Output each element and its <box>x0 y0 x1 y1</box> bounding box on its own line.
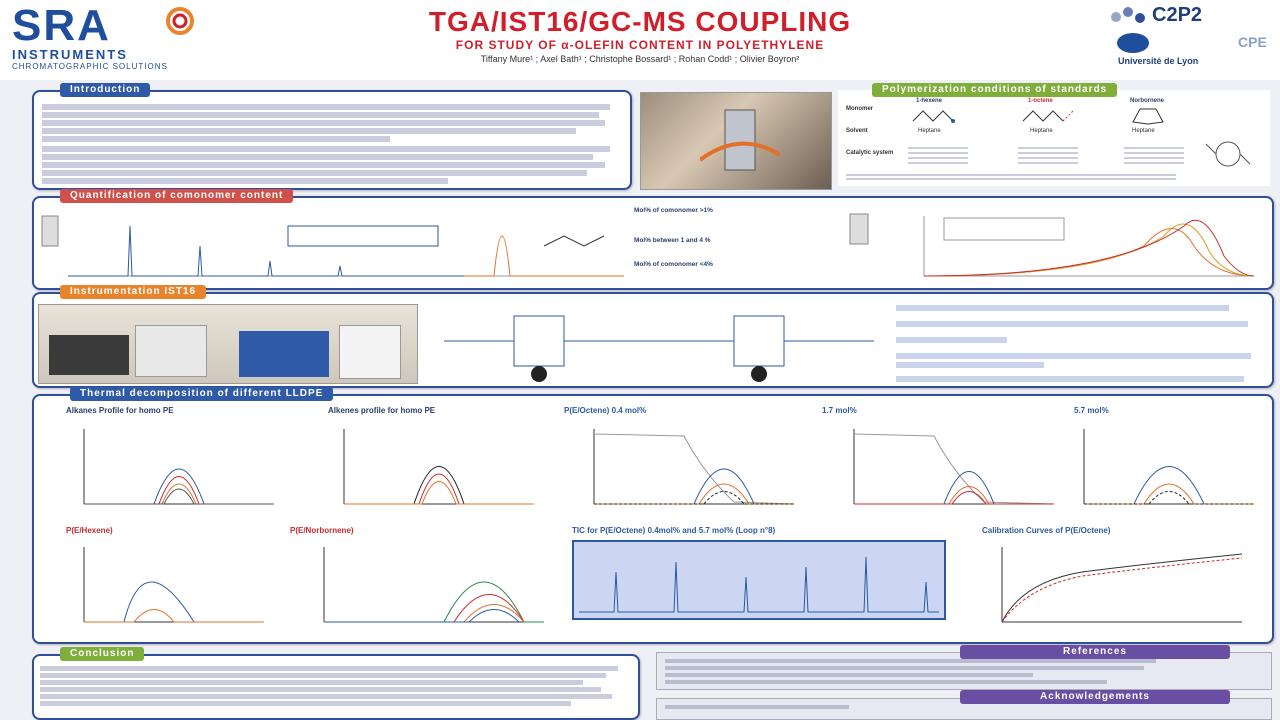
chart-hexene <box>54 542 274 632</box>
conclusion-heading: Conclusion <box>60 647 144 661</box>
poster-authors: Tiffany Mure¹ ; Axel Bath¹ ; Christophe Bossard¹ ; Rohan Codd¹ ; Olivier Boyron² <box>480 54 800 64</box>
col-hexene: 1-hexene <box>916 98 943 104</box>
cnrs-logo-icon <box>1116 32 1150 54</box>
conclusion-text <box>40 664 630 708</box>
catalyst-norbornene <box>1124 144 1184 164</box>
norbornene-structure-icon <box>1128 104 1168 126</box>
instrumentation-heading: Instrumentation IST16 <box>60 285 206 299</box>
chart-octene-57 <box>1074 424 1264 514</box>
solvent-norbornene: Heptane <box>1132 128 1155 134</box>
panel-title-alkenes: Alkenes profile for homo PE <box>328 406 436 415</box>
poster-subtitle: FOR STUDY OF α-OLEFIN CONTENT IN POLYETHYLENE <box>455 38 825 52</box>
acknowledgements-heading: Acknowledgements <box>960 690 1230 704</box>
panel-title-calibration: Calibration Curves of P(E/Octene) <box>982 526 1111 535</box>
col-norbornene: Norbornene <box>1130 98 1165 104</box>
c2p2-molecule-icon <box>1108 4 1148 30</box>
c2p2-logo: C2P2 <box>1152 4 1203 26</box>
row-label-monomer: Monomer <box>846 106 873 112</box>
solvent-hexene: Heptane <box>918 128 941 134</box>
logo-main-text: SRA <box>12 1 111 50</box>
poster-title: TGA/IST16/GC-MS COUPLING <box>428 6 852 37</box>
chart-octene-04 <box>564 424 814 514</box>
logo-tagline: CHROMATOGRAPHIC SOLUTIONS <box>12 62 168 71</box>
hexene-structure-icon <box>908 106 968 126</box>
panel-title-octene-57: 5.7 mol% <box>1074 406 1109 415</box>
solvent-octene: Heptane <box>1030 128 1053 134</box>
tic-trace <box>574 542 944 618</box>
logo-sub-text: INSTRUMENTS <box>12 47 128 62</box>
instrument-detail-icon <box>700 100 780 180</box>
panel-title-octene-17: 1.7 mol% <box>822 406 857 415</box>
thermal-panel <box>32 394 1274 644</box>
tga-curves-chart <box>844 206 1264 284</box>
ist16-valve-diagram <box>444 296 884 384</box>
row-label-catalyst: Catalytic system <box>846 150 894 156</box>
quant-note-3: Mol% of comonomer <4% <box>634 261 713 268</box>
intro-heading: Introduction <box>60 83 150 97</box>
chart-calibration <box>982 542 1252 632</box>
chart-norbornene <box>294 542 554 632</box>
panel-title-hexene: P(E/Hexene) <box>66 526 113 535</box>
catalyst-octene <box>1018 144 1078 164</box>
intro-panel <box>32 90 632 190</box>
chart-alkanes-homo-pe <box>54 424 294 514</box>
polymerization-heading: Polymerization conditions of standards <box>872 83 1117 97</box>
instrumentation-bullets <box>896 302 1266 385</box>
chart-alkenes-homo-pe <box>314 424 554 514</box>
universite-logo: Université de Lyon <box>1118 56 1199 66</box>
conclusion-panel <box>32 654 640 720</box>
panel-title-alkanes: Alkanes Profile for homo PE <box>66 406 174 415</box>
nmr-spectrum-peak <box>454 206 634 284</box>
catalyst-hexene <box>908 144 968 164</box>
partner-logos <box>1108 4 1274 74</box>
panel-title-norbornene: P(E/Norbornene) <box>290 526 354 535</box>
cpe-logo: CPE <box>1238 34 1267 50</box>
intro-text <box>42 102 622 184</box>
ist16-photo <box>38 304 418 384</box>
row-label-solvent: Solvent <box>846 128 868 134</box>
chart-octene-17 <box>824 424 1074 514</box>
quant-note-2: Mol% between 1 and 4 % <box>634 237 711 244</box>
references-heading: References <box>960 645 1230 659</box>
quantification-panel <box>32 196 1274 290</box>
col-octene: 1-octene <box>1028 98 1053 104</box>
polymerization-footnote <box>846 172 1176 180</box>
quantification-heading: Quantification of comonomer content <box>60 189 293 203</box>
sra-logo-swoosh-icon <box>160 6 200 36</box>
panel-title-octene-04: P(E/Octene) 0.4 mol% <box>564 406 647 415</box>
thermal-heading: Thermal decomposition of different LLDPE <box>70 387 333 401</box>
instrumentation-panel <box>32 292 1274 388</box>
tic-chromatogram <box>572 540 946 620</box>
polymerization-panel <box>838 90 1270 186</box>
octene-structure-icon <box>1018 106 1078 126</box>
catalyst-complex-icon <box>1198 134 1258 174</box>
nmr-spectrum-left <box>38 206 478 284</box>
panel-title-tic: TIC for P(E/Octene) 0.4mol% and 5.7 mol% (Loop n°8) <box>572 526 776 535</box>
quant-note-1: Mol% of comonomer >1% <box>634 207 713 214</box>
